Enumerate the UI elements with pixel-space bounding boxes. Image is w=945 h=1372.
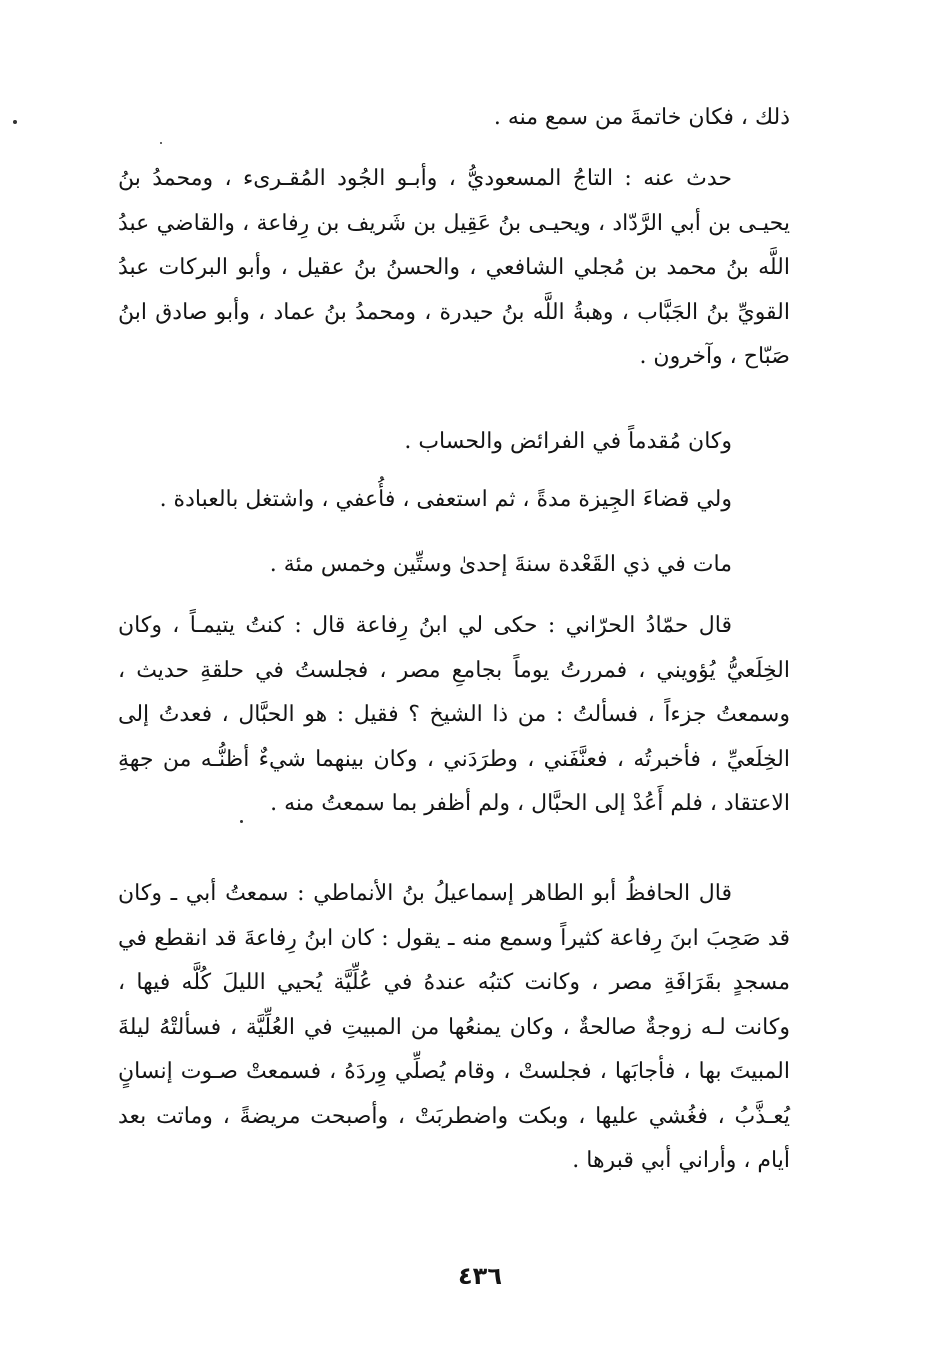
paragraph-death: مات في ذي القَعْدة سنةَ إحدىٰ وستِّين وخمس مئة . [269, 552, 732, 577]
paragraph-judgeship: ولي قضاءَ الجِيزة مدةً ، ثم استعفى ، فأُعفي ، واشتغل بالعبادة . [159, 487, 732, 512]
scan-speck [160, 142, 162, 144]
paragraph-narrators: حدث عنه : التاجُ المسعوديُّ ، وأبـو الجُود المُقـرىء ، ومحمدُ بنُ يحيـى بن أبي الرَّدّاد ، ويحيـى بنُ عَقِيل بن شَريف بن رِفاعة ، والقاضي عبدُ اللَّه بنُ محمد بن مُجلي الشافعي ، والحسنُ بنُ عقيل ، وأبو البركات عبدُ القويِّ بنُ الجَبَّاب ، وهبةُ اللَّه بنُ حيدرة ، ومحمدُ بنُ عماد ، وأبو صادق ابنُ صَبّاح ، وآخرون . [118, 166, 790, 369]
paragraph-expertise: وكان مُقدماً في الفرائض والحساب . [404, 429, 732, 454]
paragraph-continuation: ذلك ، فكان خاتمةَ من سمع منه . [493, 105, 790, 130]
scan-speck [13, 120, 17, 124]
paragraph-anmati-account: قال الحافظُ أبو الطاهر إسماعيلُ بنُ الأنماطي : سمعتُ أبي ـ وكان قد صَحِبَ ابنَ رِفاعة كثيراً وسمع منه ـ يقول : كان ابنُ رِفاعةَ قد انقطع في مسجدٍ بقَرَافَةِ مصر ، وكانت كتبُه عندهُ في عُلِّيَّة يُحيي الليلَ كُلَّه فيها ، وكانت لـه زوجةٌ صالحةٌ ، وكان يمنعُها من المبيتِ في العُلِّيَّة ، فسألتْهُ ليلةَ المبيتَ بها ، فأجابَها ، فجلستْ ، وقام يُصلِّي وِردَهُ ، فسمعتْ صـوت إنسانٍ يُعـذَّبُ ، فغُشي عليها ، وبكت واضطربَتْ ، وأصبحت مريضةً ، وماتت بعد أيام ، وأراني أبي قبرها . [118, 881, 790, 1173]
scan-speck [240, 820, 243, 823]
page-number: ٤٣٦ [458, 1262, 502, 1290]
paragraph-hammad-account: قال حمّادُ الحرّاني : حكى لي ابنُ رِفاعة قال : كنتُ يتيمـاً ، وكان الخِلَعيُّ يُؤويني ، فمررتُ يوماً بجامعِ مصر ، فجلستُ في حلقةِ حديث ، وسمعتُ جزءاً ، فسألتُ : من ذا الشيخ ؟ فقيل : هو الحبَّال ، فعدتُ إلى الخِلَعيِّ ، فأخبرتُه ، فعنَّفَني ، وطرَدَني ، وكان بينهما شيءٌ أظنُّـه من جهةِ الاعتقاد ، فلم أَعُدْ إلى الحبَّال ، ولم أظفر بما سمعتُ منه . [118, 613, 790, 816]
